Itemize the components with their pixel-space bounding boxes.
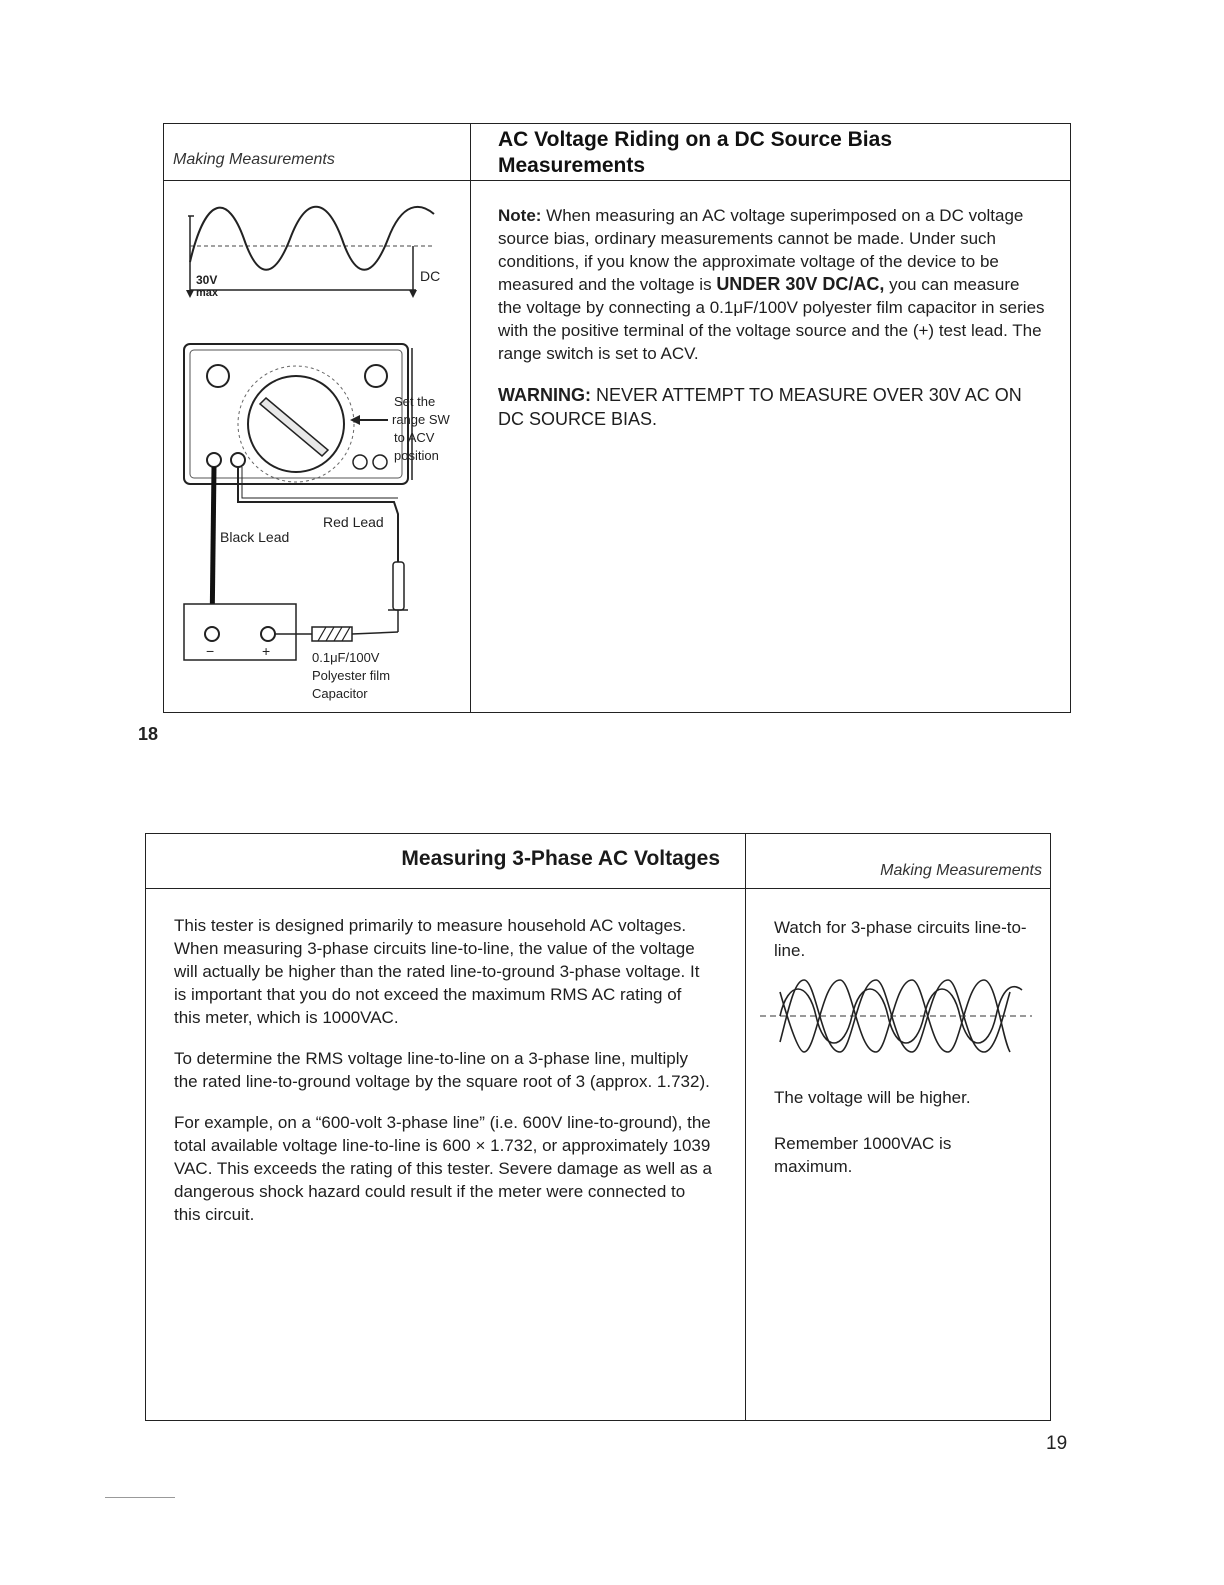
measurement-diagram xyxy=(166,184,468,710)
page18-title-line2: Measurements xyxy=(498,154,646,177)
three-phase-waveform xyxy=(760,972,1036,1060)
aux-jack-1 xyxy=(353,455,367,469)
page18-title xyxy=(498,127,1058,179)
voltage-source-box xyxy=(184,604,296,660)
set-label-line1: Set the xyxy=(394,394,436,409)
cap-label-line3: Capacitor xyxy=(312,686,368,701)
waveform-arrow-head xyxy=(186,290,194,298)
set-label-line2: range SW xyxy=(392,412,450,427)
page19-header-rule xyxy=(145,888,1051,889)
red-lead-label: Red Lead xyxy=(323,514,384,530)
page18-note xyxy=(498,204,1046,449)
warning-paragraph xyxy=(498,383,1046,431)
page19-side-text-1: Watch for 3-phase circuits line-to-line. xyxy=(774,918,1027,960)
black-lead-label: Black Lead xyxy=(220,529,290,545)
label-minus: − xyxy=(206,643,215,659)
warning-label: WARNING: xyxy=(498,385,591,405)
com-jack xyxy=(207,453,221,467)
page18-header-rule xyxy=(163,180,1071,181)
page18-column-divider xyxy=(470,123,471,713)
page18-title-line1: AC Voltage Riding on a DC Source Bias xyxy=(498,128,892,151)
para-household-ac: This tester is designed primarily to measure household AC voltages. When measuring 3-phase circuits line-to-line, the value of the voltage will actually be higher than the rated line-to-ground 3-phase voltage. It is important that you do not exceed the maximum RMS AC rating of this meter, which is 1000VAC. xyxy=(174,916,700,1027)
cap-label-line2: Polyester film xyxy=(312,668,391,683)
page19-side-text-3: Remember 1000VAC is maximum. xyxy=(774,1134,952,1176)
page19-running-header: Making Measurements xyxy=(880,862,1042,879)
source-negative-terminal xyxy=(205,627,219,641)
phase-a-wave xyxy=(780,987,1022,1043)
cap-label-line1: 0.1μF/100V xyxy=(312,650,380,665)
label-30v: 30V xyxy=(196,273,218,287)
set-label-line4: position xyxy=(394,448,439,463)
source-positive-terminal xyxy=(261,627,275,641)
ac-sine-wave xyxy=(190,207,434,270)
page19-main-text xyxy=(174,914,712,1244)
dc-arrow-head xyxy=(409,290,417,298)
note-text-1: When measuring an AC voltage superimposed on a DC voltage source bias, ordinary measurements cannot be made. Under such conditions, if you know the approximate voltage of the device to be measured and the voltage is xyxy=(498,206,1024,294)
label-max: max xyxy=(196,287,219,299)
para-rms-calculation: To determine the RMS voltage line-to-line on a 3-phase line, multiply the rated line-to-ground voltage by the square root of 3 (approx. 1.732). xyxy=(174,1049,710,1091)
right-adjust-knob xyxy=(365,365,387,387)
note-paragraph xyxy=(498,204,1046,365)
left-adjust-knob xyxy=(207,365,229,387)
scan-edge-mark xyxy=(105,1497,175,1498)
note-bold: UNDER 30V DC/AC, xyxy=(716,274,885,294)
page19-column-divider xyxy=(745,833,746,1421)
note-text-2: you can measure the voltage by connecting a 0.1μF/100V polyester film capacitor in series with the positive terminal of the voltage source and the (+) test lead. The range switch is set to ACV. xyxy=(498,275,1045,363)
label-dc: DC xyxy=(420,268,441,284)
warning-text: NEVER ATTEMPT TO MEASURE OVER 30V AC ON DC SOURCE BIAS. xyxy=(498,385,1022,429)
page18-running-header: Making Measurements xyxy=(173,151,335,168)
page-number-18: 18 xyxy=(138,724,159,744)
v-ohm-jack xyxy=(231,453,245,467)
note-label: Note: xyxy=(498,206,542,225)
red-probe-body xyxy=(393,562,404,610)
set-label-line3: to ACV xyxy=(394,430,435,445)
para-example: For example, on a “600-volt 3-phase line” (i.e. 600V line-to-ground), the total available voltage line-to-line is 600 × 1.732, or approximately 1039 VAC. This exceeds the rating of this tester. Severe damage as well as a dangerous shock hazard could result if the meter were connected to this circuit. xyxy=(174,1113,712,1224)
page19-side-text-2: The voltage will be higher. xyxy=(774,1088,971,1107)
aux-jack-2 xyxy=(373,455,387,469)
page19-title: Measuring 3-Phase AC Voltages xyxy=(401,847,720,870)
capacitor-wire-right xyxy=(352,632,398,634)
label-plus: + xyxy=(262,643,271,659)
page-number-19: 19 xyxy=(1046,1433,1068,1454)
